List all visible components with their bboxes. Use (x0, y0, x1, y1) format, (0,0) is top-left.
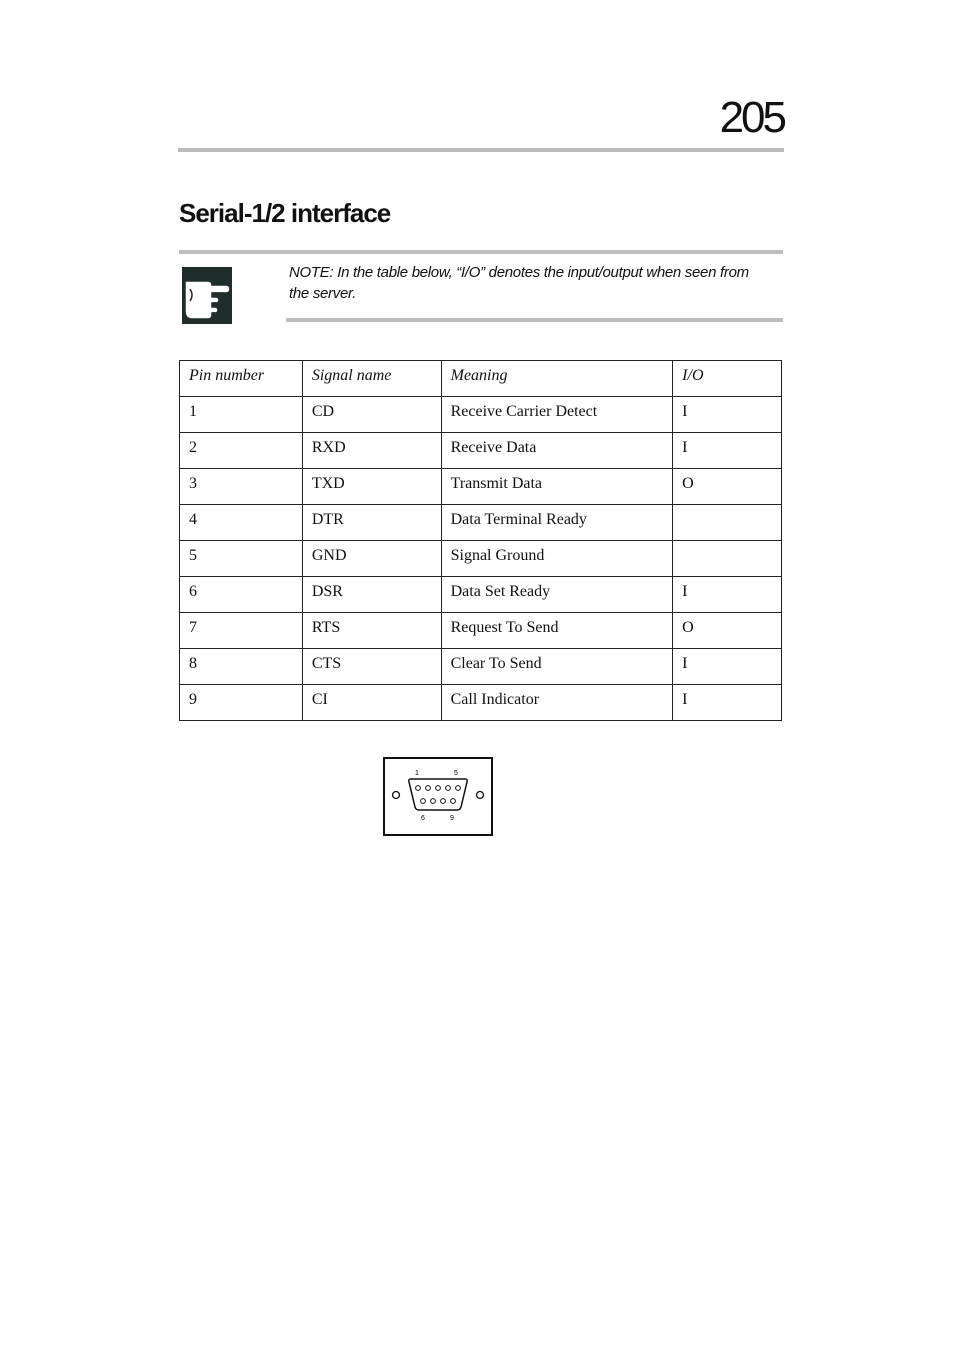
table-row (180, 433, 782, 469)
table-row (180, 469, 782, 505)
cell-io: I (673, 577, 782, 613)
note-rule (286, 318, 783, 322)
header-rule (178, 148, 784, 152)
cell-io: I (673, 397, 782, 433)
cell-pin: 9 (180, 685, 303, 721)
table-row (180, 613, 782, 649)
pin-label-1: 1 (415, 770, 419, 777)
table-row (180, 397, 782, 433)
cell-io: I (673, 433, 782, 469)
table-row (180, 541, 782, 577)
cell-signal: TXD (302, 469, 441, 505)
cell-signal: RTS (302, 613, 441, 649)
cell-meaning: Receive Data (441, 433, 673, 469)
cell-meaning: Call Indicator (441, 685, 673, 721)
cell-meaning: Clear To Send (441, 649, 673, 685)
header-meaning: Meaning (441, 361, 673, 397)
cell-signal: CD (302, 397, 441, 433)
cell-meaning: Data Terminal Ready (441, 505, 673, 541)
table-row (180, 505, 782, 541)
cell-meaning: Signal Ground (441, 541, 673, 577)
cell-pin: 6 (180, 577, 303, 613)
cell-pin: 7 (180, 613, 303, 649)
cell-meaning: Request To Send (441, 613, 673, 649)
cell-pin: 2 (180, 433, 303, 469)
table-row (180, 649, 782, 685)
cell-signal: DSR (302, 577, 441, 613)
pin-label-5: 5 (454, 770, 458, 777)
cell-signal: RXD (302, 433, 441, 469)
pointing-hand-icon (182, 267, 232, 324)
db9-connector-icon (383, 757, 493, 836)
pin-label-6: 6 (421, 815, 425, 822)
table-header-row (180, 361, 782, 397)
pin-table (179, 360, 782, 721)
cell-io: I (673, 685, 782, 721)
cell-pin: 5 (180, 541, 303, 577)
pin-label-9: 9 (450, 815, 454, 822)
header-io: I/O (673, 361, 782, 397)
cell-pin: 3 (180, 469, 303, 505)
header-signal-name: Signal name (302, 361, 441, 397)
title-rule (179, 250, 783, 254)
page-number: 205 (719, 93, 784, 142)
note-text: NOTE: In the table below, “I/O” denotes the input/output when seen from the server. (289, 264, 749, 302)
cell-meaning: Transmit Data (441, 469, 673, 505)
cell-pin: 1 (180, 397, 303, 433)
cell-meaning: Data Set Ready (441, 577, 673, 613)
cell-io: I (673, 649, 782, 685)
cell-signal: CTS (302, 649, 441, 685)
cell-io: O (673, 613, 782, 649)
cell-io (673, 505, 782, 541)
cell-meaning: Receive Carrier Detect (441, 397, 673, 433)
header-pin-number: Pin number (180, 361, 303, 397)
table-row (180, 577, 782, 613)
cell-pin: 4 (180, 505, 303, 541)
cell-io: O (673, 469, 782, 505)
cell-signal: GND (302, 541, 441, 577)
cell-signal: CI (302, 685, 441, 721)
cell-signal: DTR (302, 505, 441, 541)
cell-io (673, 541, 782, 577)
cell-pin: 8 (180, 649, 303, 685)
table-row (180, 685, 782, 721)
section-title: Serial-1/2 interface (179, 198, 391, 228)
